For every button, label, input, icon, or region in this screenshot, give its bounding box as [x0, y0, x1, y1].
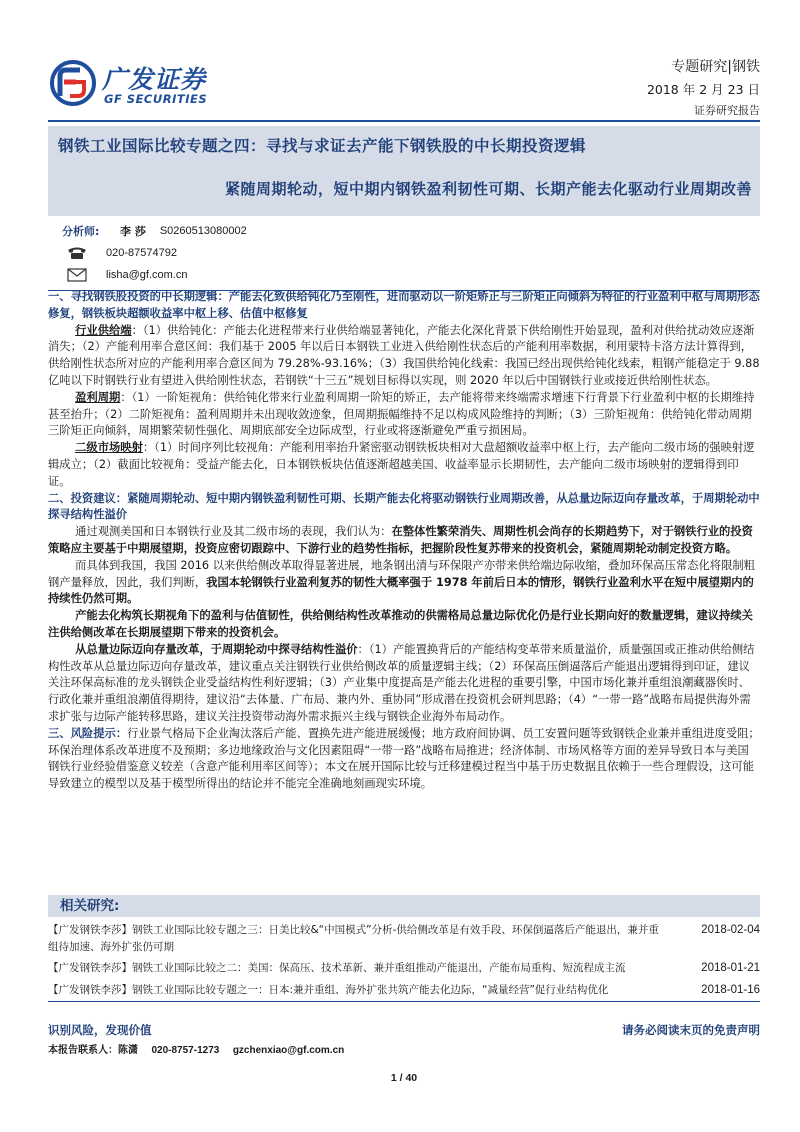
market-text: ：（1）时间序列比较视角：产能利用率抬升紧密驱动钢铁板块相对大盘超额收益率中枢上行，去产能向二级市场的强映射逻辑成立；（2）截面比较视角：受益产能去化，日本钢铁板块估值逐渐超越美国、收益率显示长期韧性，去产能向二级市场映射的逻辑得到印证。 [48, 441, 755, 488]
paragraph-profit [48, 390, 760, 440]
related-item-text: 【广发钢铁李莎】钢铁工业国际比较专题之一：日本:兼并重组、海外扩张共筑产能去化边际，“减量经营”促行业结构优化 [48, 983, 609, 996]
related-item-date: 2018-01-21 [701, 962, 760, 974]
contact-email[interactable]: gzchenxiao@gf.com.cn [232, 1045, 345, 1056]
market-label: 二级市场映射 [75, 441, 143, 455]
phone-row [48, 244, 177, 262]
section-1-heading: 一、寻找钢铁股投资的中长期逻辑：产能去化致供给钝化乃至刚性，进而驱动以一阶矩矫正与三阶矩正向倾斜为特征的行业盈利中枢与周期形态修复，钢铁板块超额收益率中枢上移、估值中枢修复 [48, 290, 760, 320]
paragraph-market [48, 440, 760, 490]
analyst-name: 李 莎 [120, 225, 146, 238]
china-text: 而具体到我国，我国 2016 以来供给侧改革取得显著进展，地条钢出清与环保限产亦带来供给端边际收缩，叠加环保高压常态化将限制粗钢产量释放，因此，我们判断， [48, 558, 755, 589]
supply-text: ：（1）供给钝化：产能去化进程带来行业供给端显著钝化，产能去化深化背景下供给刚性开始显现，盈利对供给扰动效应逐渐消失；（2）产能利用率合意区间：我们基于 2005 年以后日本钢铁工业进入供给刚性状态后的产能利用率数据，利用蒙特卡洛方法计算得到，供给刚性状态所对应的产能利用率合意区间为 79.28%-93.16%；（3）我国供给钝化线索：我国已经出现供给钝化线索，粗钢产能稳定于 9.88 亿吨以下时钢铁行业有望进入供给刚性状态，若钢铁“十三五”规划目标得以实现，则 2020 年以后中国钢铁行业或接近供给刚性状态。 [48, 323, 760, 387]
report-subtitle: 紧随周期轮动，短中期内钢铁盈利韧性可期、长期产能去化驱动行业周期改善 [224, 180, 752, 198]
profit-label: 盈利周期 [75, 390, 121, 404]
footer-disclaimer-note: 请务必阅读末页的免责声明 [622, 1023, 760, 1037]
china-bold: 我国本轮钢铁行业盈利复苏的韧性大概率强于 1978 年前后日本的情形，钢铁行业盈利水平在短中展望期内的持续性仍然可期。 [48, 575, 754, 606]
header-meta [647, 56, 760, 118]
analyst-phone: 020-87574792 [106, 247, 177, 259]
observation-bold: 在整体性繁荣消失、周期性机会尚存的长期趋势下，对于钢铁行业的投资策略应主要基于中期展望期，投资应密切跟踪中、下游行业的趋势性指标，把握阶段性复苏带来的投资机会，紧随周期轮动制定投资方略。 [48, 525, 753, 555]
contact-phone: 020-8757-1273 [151, 1045, 220, 1056]
footer-slogans [48, 1022, 760, 1038]
analyst-email[interactable]: lisha@gf.com.cn [106, 269, 188, 281]
related-research [48, 895, 760, 1002]
paragraph-structural [48, 642, 760, 726]
paragraph-risk [48, 726, 760, 793]
paragraph-china [48, 558, 760, 608]
footer-slogan: 识别风险，发现价值 [48, 1023, 152, 1037]
related-item[interactable] [48, 922, 760, 955]
paragraph-long-term: 产能去化构筑长期视角下的盈利与估值韧性，供给侧结构性改革推动的供需格局总量边际优化仍是行业长期向好的数量逻辑，建议持续关注供给侧改革在长期展望期下带来的投资机会。 [48, 609, 753, 639]
structural-text: ：（1）产能置换背后的产能结构变革带来质量溢价，质量强国或正推动供给侧结构性改革从总量边际迈向存量改革，建议重点关注钢铁行业供给侧改革的质量逻辑主线；（2）环保高压倒逼落后产能退出逻辑得到印证，建议关注环保高标准的龙头钢铁企业受益结构性利好逻辑；（3）产业集中度提高是产能去化进程的重要引擎，中国市场化兼并重组浪潮藏器俟时、行政化兼并重组浪潮值得期待，建议沿“去体量、广布局、兼内外、重协同”形成潜在投资机会研判思路；（4）“一带一路”战略布局提供海外需求扩张与边际产能转移思路，建议关注投资带动海外需求振兴主线与钢铁企业海外布局动作。 [48, 642, 755, 723]
footer-contact [48, 1041, 760, 1056]
risk-text: 行业景气格局下企业淘汰落后产能、置换先进产能进展缓慢；地方政府间协调、员工安置问题等致钢铁企业兼并重组进度受阻；环保治理体系改革进度不及预期；多边地缘政治与文化因素阻碍“一带一路”战略布局推进；经济体制、市场风格等方面的差异导致日本与美国钢铁行业经验借鉴意义较差（含意产能利用率区间等）；本文在展开国际比较与迁移建模过程当中基于历史数据且依赖于一些合理假设，这可能导致建立的模型以及基于模型所得出的结论并不能完全准确地刻画现实环境。 [48, 726, 760, 791]
related-item-date: 2018-02-04 [701, 924, 760, 936]
page-footer [48, 1022, 760, 1084]
contact-label: 本报告联系人：陈潇 [48, 1045, 138, 1056]
logo-cn-text: 广发证券 [102, 65, 207, 94]
title-banner [48, 126, 760, 216]
supply-label: 行业供给端 [75, 323, 132, 337]
section-2-heading: 二、投资建议：紧随周期轮动、短中期内钢铁盈利韧性可期、长期产能去化将驱动钢铁行业周期改善，从总量边际迈向存量改革，于周期轮动中探寻结构性溢价 [48, 491, 760, 522]
related-item[interactable] [48, 982, 760, 999]
phone-icon [48, 246, 106, 260]
header-divider [48, 120, 760, 122]
structural-bold: 从总量边际迈向存量改革，于周期轮动中探寻结构性溢价 [75, 642, 358, 656]
paragraph-supply [48, 323, 760, 390]
analyst-label: 分析师: [62, 225, 100, 238]
email-row [48, 266, 187, 284]
observation-text: 通过观测美国和日本钢铁行业及其二级市场的表现，我们认为： [75, 525, 392, 539]
analyst-row [48, 222, 247, 240]
risk-heading: 三、风险提示： [48, 726, 128, 740]
related-divider [48, 1001, 760, 1002]
related-item-text: 【广发钢铁李莎】钢铁工业国际比较之二：美国：保高压、技术革新、兼并重组推动产能退出，产能布局重构、短流程成主流 [48, 962, 626, 974]
report-title: 钢铁工业国际比较专题之四：寻找与求证去产能下钢铁股的中长期投资逻辑 [58, 137, 587, 155]
envelope-icon [48, 268, 106, 282]
related-title: 相关研究: [48, 895, 760, 917]
report-category: 专题研究|钢铁 [671, 59, 760, 75]
page-number: 1 / 40 [390, 1072, 418, 1084]
analyst-license: S0260513080002 [159, 225, 247, 237]
related-item-text: 【广发钢铁李莎】钢铁工业国际比较专题之三：日美比较&“中国模式”分析-供给侧改革是有效手段、环保倒逼落后产能退出，兼并重组待加速、海外扩张仍可期 [48, 924, 659, 953]
gf-logo-icon [50, 60, 96, 106]
gf-securities-logo [48, 56, 218, 112]
related-item-date: 2018-01-16 [701, 983, 760, 996]
report-summary [48, 289, 760, 793]
profit-text: ：（1）一阶矩视角：供给钝化带来行业盈利周期一阶矩的矫正，去产能将带来终端需求增速下行背景下行业盈利中枢的长期维持甚至抬升；（2）二阶矩视角：盈利周期并未出现收敛迹象，但周期振幅维持不足以构成风险维持的判断；（3）三阶矩视角：供给钝化带动周期三阶矩正向倾斜，周期繁荣韧性强化、周期底部安全边际成型，行业或将逐渐避免严重亏损困局。 [48, 390, 755, 438]
logo-en-text: GF SECURITIES [104, 92, 208, 106]
report-header [48, 50, 760, 120]
related-item[interactable] [48, 960, 760, 977]
report-date: 2018 年 2 月 23 日 [646, 82, 760, 97]
report-type: 证券研究报告 [694, 104, 760, 117]
paragraph-observation [48, 524, 760, 558]
